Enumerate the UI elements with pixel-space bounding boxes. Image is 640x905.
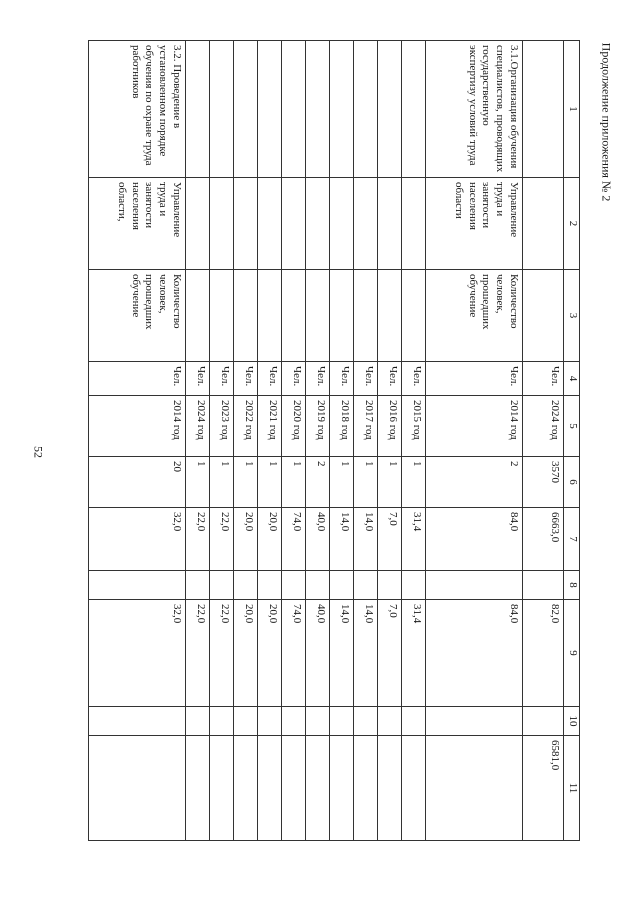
cell-indicator-name: Количество человек, прошедших обучение: [426, 270, 523, 362]
cell-funding-federal: [258, 571, 282, 600]
cell-executor: Управление труда и занятости населения области,: [89, 178, 186, 270]
cell-funding-other: [89, 736, 186, 841]
cell-funding-regional: 14,0: [330, 600, 354, 707]
cell-funding-federal: [234, 571, 258, 600]
cell-executor: [523, 178, 564, 270]
cell-funding-local: [523, 707, 564, 736]
cell-funding-other: [378, 736, 402, 841]
column-number: 8: [564, 571, 580, 600]
cell-indicator-value: 1: [234, 457, 258, 508]
table-row: [186, 41, 210, 841]
cell-indicator-value: 1: [282, 457, 306, 508]
cell-funding-local: [306, 707, 330, 736]
cell-year: 2015 год: [402, 396, 426, 457]
cell-funding-regional: 40,0: [306, 600, 330, 707]
cell-funding-other: [210, 736, 234, 841]
cell-funding-other: [330, 736, 354, 841]
data-table: [88, 40, 580, 841]
cell-funding-other: 6581,0: [523, 736, 564, 841]
cell-indicator-name: [402, 270, 426, 362]
column-number: 11: [564, 736, 580, 841]
cell-unit: Чел.: [306, 362, 330, 396]
table-row: [378, 41, 402, 841]
cell-unit: Чел.: [282, 362, 306, 396]
cell-indicator-value: 1: [186, 457, 210, 508]
cell-funding-local: [210, 707, 234, 736]
page-number: 52: [31, 446, 46, 458]
cell-year: 2022 год: [234, 396, 258, 457]
cell-indicator-name: [186, 270, 210, 362]
cell-funding-federal: [330, 571, 354, 600]
cell-year: 2020 год: [282, 396, 306, 457]
cell-indicator-value: 1: [258, 457, 282, 508]
cell-funding-federal: [210, 571, 234, 600]
cell-year: 2021 год: [258, 396, 282, 457]
cell-funding-total: 20,0: [258, 508, 282, 571]
table-row: [426, 41, 523, 841]
cell-funding-total: 32,0: [89, 508, 186, 571]
cell-indicator-value: 1: [354, 457, 378, 508]
cell-funding-regional: 20,0: [258, 600, 282, 707]
table-row: [330, 41, 354, 841]
column-number: 9: [564, 600, 580, 707]
cell-indicator-name: [210, 270, 234, 362]
cell-funding-regional: 32,0: [89, 600, 186, 707]
column-number: 4: [564, 362, 580, 396]
cell-measure-name: [354, 41, 378, 178]
cell-indicator-value: 20: [89, 457, 186, 508]
cell-year: 2016 год: [378, 396, 402, 457]
cell-indicator-name: [330, 270, 354, 362]
cell-executor: [330, 178, 354, 270]
cell-indicator-name: [258, 270, 282, 362]
cell-funding-regional: 20,0: [234, 600, 258, 707]
cell-funding-other: [258, 736, 282, 841]
cell-measure-name: [186, 41, 210, 178]
cell-measure-name: [330, 41, 354, 178]
cell-funding-local: [330, 707, 354, 736]
cell-funding-local: [426, 707, 523, 736]
cell-measure-name: 3.2. Проведение в установленном порядке обучения по охране труда работников: [89, 41, 186, 178]
cell-unit: Чел.: [402, 362, 426, 396]
cell-unit: Чел.: [89, 362, 186, 396]
table-row: [306, 41, 330, 841]
cell-funding-federal: [523, 571, 564, 600]
cell-executor: [258, 178, 282, 270]
cell-year: 2023 год: [210, 396, 234, 457]
cell-unit: Чел.: [234, 362, 258, 396]
table-row: [234, 41, 258, 841]
cell-funding-local: [282, 707, 306, 736]
cell-funding-total: 84,0: [426, 508, 523, 571]
cell-funding-regional: 74,0: [282, 600, 306, 707]
column-number: 7: [564, 508, 580, 571]
cell-executor: [378, 178, 402, 270]
cell-funding-other: [354, 736, 378, 841]
cell-funding-local: [258, 707, 282, 736]
cell-funding-regional: 31,4: [402, 600, 426, 707]
cell-indicator-value: 1: [330, 457, 354, 508]
cell-funding-regional: 82,0: [523, 600, 564, 707]
table-row: [523, 41, 564, 841]
cell-unit: Чел.: [330, 362, 354, 396]
cell-executor: [210, 178, 234, 270]
cell-indicator-value: 1: [378, 457, 402, 508]
cell-funding-other: [234, 736, 258, 841]
cell-indicator-value: 1: [402, 457, 426, 508]
table-row: [258, 41, 282, 841]
cell-unit: Чел.: [258, 362, 282, 396]
table-row: [354, 41, 378, 841]
column-number: 5: [564, 396, 580, 457]
cell-executor: [354, 178, 378, 270]
table-row: [282, 41, 306, 841]
cell-measure-name: [258, 41, 282, 178]
cell-year: 2014 год: [426, 396, 523, 457]
cell-funding-other: [282, 736, 306, 841]
cell-unit: Чел.: [523, 362, 564, 396]
cell-funding-local: [89, 707, 186, 736]
cell-funding-regional: 22,0: [186, 600, 210, 707]
cell-funding-total: 31,4: [402, 508, 426, 571]
cell-measure-name: 3.1.Организация обучения специалистов, проводящих государственную экспертизу условий труда: [426, 41, 523, 178]
cell-executor: [306, 178, 330, 270]
column-number: 1: [564, 41, 580, 178]
cell-indicator-value: 2: [306, 457, 330, 508]
cell-funding-total: 14,0: [354, 508, 378, 571]
cell-executor: [186, 178, 210, 270]
table-row: [89, 41, 186, 841]
cell-measure-name: [402, 41, 426, 178]
appendix-caption: Продолжение приложения № 2: [599, 42, 614, 202]
cell-funding-total: 22,0: [210, 508, 234, 571]
cell-funding-federal: [282, 571, 306, 600]
cell-funding-other: [426, 736, 523, 841]
cell-indicator-name: [282, 270, 306, 362]
cell-funding-total: 6663,0: [523, 508, 564, 571]
table-row: [402, 41, 426, 841]
cell-funding-federal: [402, 571, 426, 600]
cell-measure-name: [234, 41, 258, 178]
cell-executor: Управление труда и занятости населения области: [426, 178, 523, 270]
cell-funding-total: 14,0: [330, 508, 354, 571]
column-number: 10: [564, 707, 580, 736]
cell-funding-total: 7,0: [378, 508, 402, 571]
cell-indicator-name: [523, 270, 564, 362]
cell-year: 2024 год: [523, 396, 564, 457]
cell-funding-federal: [89, 571, 186, 600]
cell-indicator-name: [306, 270, 330, 362]
cell-year: 2014 год: [89, 396, 186, 457]
cell-executor: [402, 178, 426, 270]
cell-funding-local: [402, 707, 426, 736]
cell-funding-other: [186, 736, 210, 841]
data-table-rotated: [92, 40, 580, 840]
cell-executor: [282, 178, 306, 270]
cell-indicator-name: Количество человек, прошедших обучение: [89, 270, 186, 362]
column-number: 2: [564, 178, 580, 270]
cell-measure-name: [282, 41, 306, 178]
cell-year: 2024 год: [186, 396, 210, 457]
cell-funding-local: [186, 707, 210, 736]
cell-funding-total: 20,0: [234, 508, 258, 571]
cell-unit: Чел.: [210, 362, 234, 396]
cell-funding-total: 74,0: [282, 508, 306, 571]
cell-funding-federal: [306, 571, 330, 600]
cell-unit: Чел.: [426, 362, 523, 396]
cell-funding-federal: [186, 571, 210, 600]
cell-measure-name: [378, 41, 402, 178]
cell-funding-other: [402, 736, 426, 841]
cell-unit: Чел.: [378, 362, 402, 396]
table-row: [210, 41, 234, 841]
column-number: 6: [564, 457, 580, 508]
cell-indicator-name: [234, 270, 258, 362]
cell-year: 2019 год: [306, 396, 330, 457]
cell-indicator-value: 3570: [523, 457, 564, 508]
cell-funding-local: [234, 707, 258, 736]
cell-funding-other: [306, 736, 330, 841]
cell-measure-name: [523, 41, 564, 178]
cell-indicator-name: [354, 270, 378, 362]
cell-measure-name: [306, 41, 330, 178]
cell-unit: Чел.: [186, 362, 210, 396]
cell-funding-total: 40,0: [306, 508, 330, 571]
cell-indicator-name: [378, 270, 402, 362]
cell-funding-federal: [426, 571, 523, 600]
cell-measure-name: [210, 41, 234, 178]
cell-executor: [234, 178, 258, 270]
column-number: 3: [564, 270, 580, 362]
cell-indicator-value: 2: [426, 457, 523, 508]
cell-funding-regional: 7,0: [378, 600, 402, 707]
column-number-row: [564, 41, 580, 841]
cell-funding-regional: 22,0: [210, 600, 234, 707]
cell-funding-local: [378, 707, 402, 736]
cell-funding-federal: [378, 571, 402, 600]
cell-year: 2017 год: [354, 396, 378, 457]
cell-funding-regional: 84,0: [426, 600, 523, 707]
cell-year: 2018 год: [330, 396, 354, 457]
cell-funding-total: 22,0: [186, 508, 210, 571]
cell-unit: Чел.: [354, 362, 378, 396]
cell-funding-local: [354, 707, 378, 736]
cell-funding-federal: [354, 571, 378, 600]
cell-funding-regional: 14,0: [354, 600, 378, 707]
cell-indicator-value: 1: [210, 457, 234, 508]
